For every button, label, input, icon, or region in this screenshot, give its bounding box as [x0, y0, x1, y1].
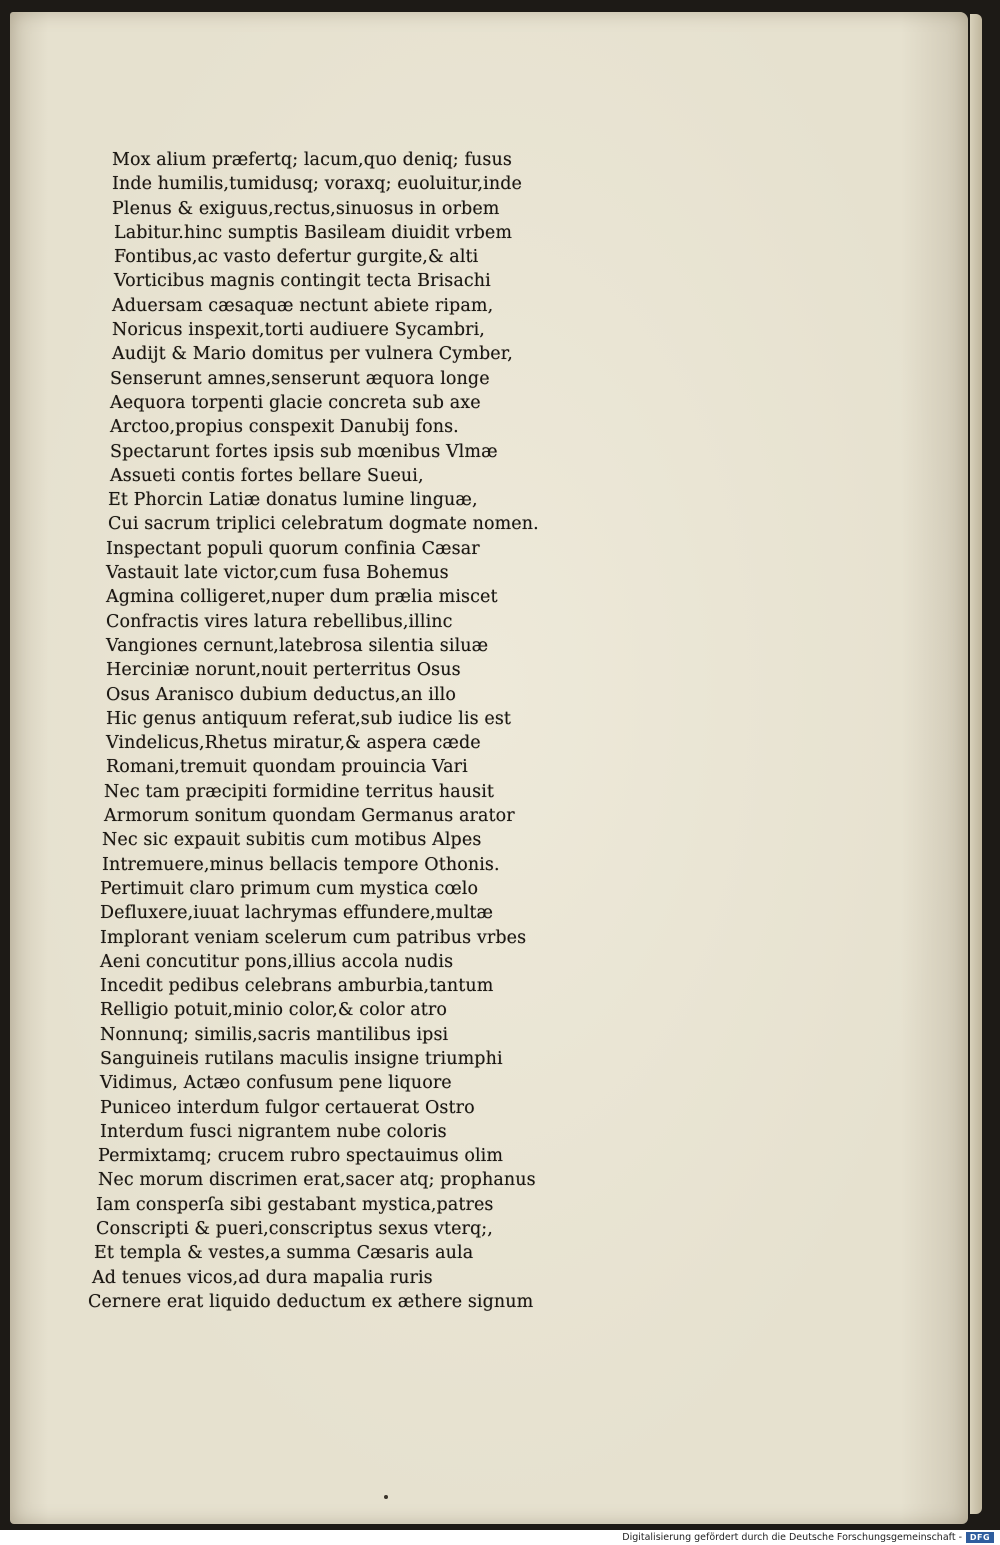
verse-line: Inde humilis,tumidusq; voraxq; euoluitur,inde: [112, 174, 522, 195]
verse-line: Arctoo,propius conspexit Danubij fons.: [110, 417, 459, 438]
verse-line: Aduersam cæsaquæ nectunt abiete ripam,: [112, 295, 494, 316]
verse-line: Permixtamq; crucem rubro spectauimus olim: [98, 1146, 504, 1167]
verse-line: Implorant veniam scelerum cum patribus vrbes: [100, 927, 527, 948]
verse-line: Inspectant populi quorum confinia Cæsar: [106, 538, 480, 559]
verse-line: Agmina colligeret,nuper dum prælia miscet: [106, 587, 498, 608]
verse-line: Intremuere,minus bellacis tempore Othonis.: [102, 854, 500, 875]
verse-line: Audijt & Mario domitus per vulnera Cymber,: [112, 344, 513, 365]
verse-line: Noricus inspexit,torti audiuere Sycambri,: [112, 320, 485, 341]
verse-line: Vastauit late victor,cum fusa Bohemus: [106, 563, 449, 584]
verse-line: Ad tenues vicos,ad dura mapalia ruris: [92, 1267, 433, 1288]
verse-line: Sanguineis rutilans maculis insigne triumphi: [100, 1048, 503, 1069]
verse-line: Aequora torpenti glacie concreta sub axe: [110, 392, 481, 413]
verse-line: Armorum sonitum quondam Germanus arator: [104, 806, 515, 827]
verse-line: Conscripti & pueri,conscriptus sexus vterq;,: [96, 1219, 493, 1240]
verse-line: Fontibus,ac vasto defertur gurgite,& alti: [114, 247, 479, 268]
verse-line: Labitur.hinc sumptis Basileam diuidit vrbem: [114, 222, 513, 243]
verse-line: Interdum fusci nigrantem nube coloris: [100, 1121, 447, 1142]
verse-line: Mox alium præfertq; lacum,quo deniq; fusus: [112, 150, 512, 170]
verse-line: Aeni concutitur pons,illius accola nudis: [100, 951, 454, 972]
dfg-logo: DFG: [966, 1532, 994, 1543]
verse-line: Nec sic expauit subitis cum motibus Alpes: [102, 830, 482, 851]
verse-line: Vindelicus,Rhetus miratur,& aspera cæde: [106, 733, 481, 754]
verse-line: Iam consperſa sibi gestabant mystica,patres: [96, 1194, 494, 1215]
verse-line: Herciniæ norunt,nouit perterritus Osus: [106, 660, 461, 681]
verse-text-block: [72, 148, 592, 1314]
verse-line: Osus Aranisco dubium deductus,an illo: [106, 684, 456, 705]
digitization-credit: Digitalisierung gefördert durch die Deutsche Forschungsgemeinschaft -: [622, 1532, 962, 1543]
page-edge: [970, 14, 982, 1514]
verse-line: Relligio potuit,minio color,& color atro: [100, 1000, 447, 1021]
verse-line: Nec morum discrimen erat,sacer atq; prophanus: [98, 1170, 536, 1191]
verse-line: Defluxere,iuuat lachrymas effundere,multæ: [100, 903, 494, 924]
verse-line: Romani,tremuit quondam prouincia Vari: [106, 757, 468, 778]
verse-line: Cui sacrum triplici celebratum dogmate nomen.: [108, 514, 539, 535]
verse-line: Senserunt amnes,senserunt æquora longe: [110, 368, 490, 389]
verse-line: Hic genus antiquum referat,sub iudice lis est: [106, 708, 512, 729]
verse-line: Vidimus, Actæo confusum pene liquore: [100, 1073, 452, 1094]
verse-line: Vangiones cernunt,latebrosa silentia siluæ: [106, 635, 489, 656]
book-page: [10, 12, 968, 1524]
verse-line: Vorticibus magnis contingit tecta Brisachi: [114, 271, 491, 292]
verse-line: Et Phorcin Latiæ donatus lumine linguæ,: [108, 490, 478, 511]
verse-line: Spectarunt fortes ipsis sub mœnibus Vlmæ: [110, 441, 498, 462]
verse-line: Incedit pedibus celebrans amburbia,tantum: [100, 976, 494, 997]
page-dot-mark: [384, 1495, 388, 1499]
verse-line: Puniceo interdum fulgor certauerat Ostro: [100, 1097, 475, 1118]
verse-line: Et templa & vestes,a summa Cæsaris aula: [94, 1243, 474, 1264]
verse-line: Nonnunq; similis,sacris mantilibus ipsi: [100, 1024, 449, 1045]
verse-line: Plenus & exiguus,rectus,sinuosus in orbem: [112, 198, 500, 219]
verse-line: Nec tam præcipiti formidine territus hausit: [104, 781, 495, 802]
verse-line: Assueti contis fortes bellare Sueui,: [110, 465, 424, 486]
verse-line: Pertimuit claro primum cum mystica cœlo: [100, 878, 479, 899]
verse-line: Cernere erat liquido deductum ex æthere signum: [88, 1291, 534, 1312]
verse-line: Confractis vires latura rebellibus,illinc: [106, 611, 453, 632]
